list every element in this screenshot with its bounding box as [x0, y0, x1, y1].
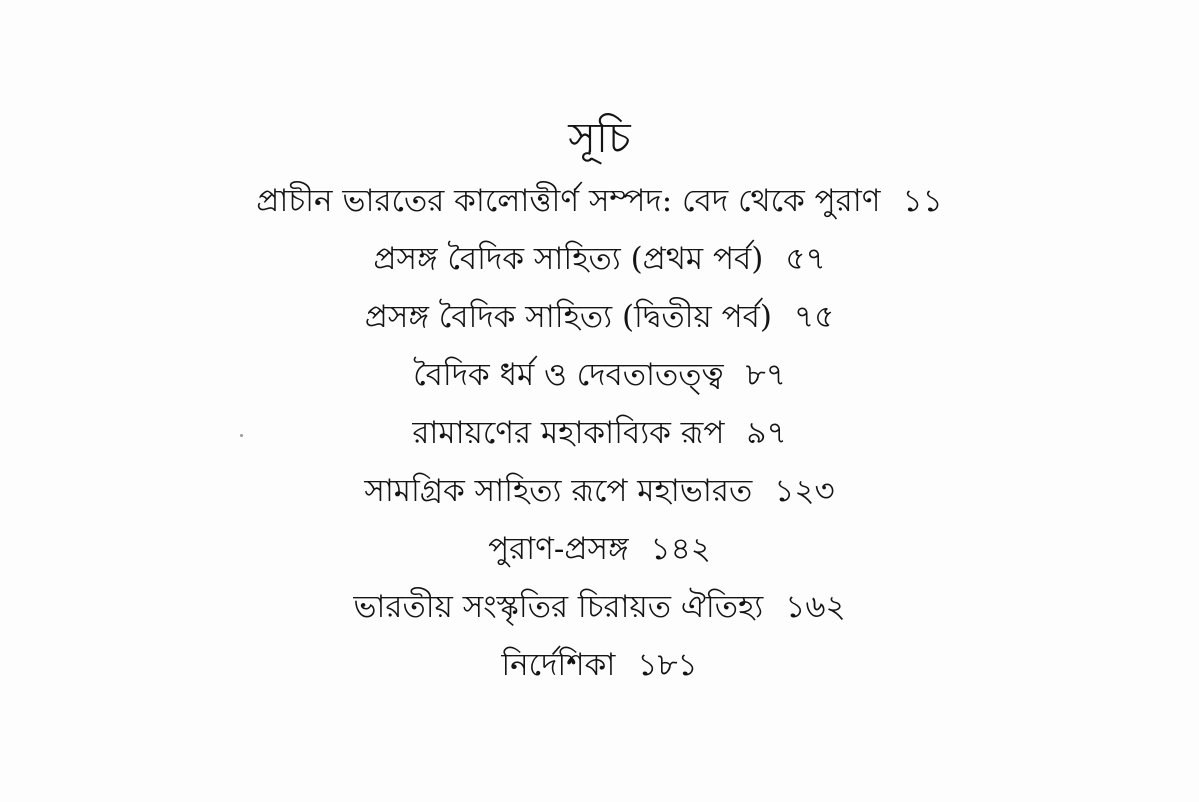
entry-title: বৈদিক ধর্ম ও দেবতাতত্ত্ব [413, 357, 724, 393]
entry-page-number: ১২৩ [774, 473, 835, 509]
entry-page-number: ৯৭ [746, 415, 787, 451]
entry-page-number: ১৬২ [785, 589, 846, 625]
entry-page-number: ৭৫ [793, 299, 835, 335]
toc-entry [0, 230, 1199, 288]
entry-title: নির্দেশিকা [501, 647, 616, 683]
toc-entry [0, 462, 1199, 520]
toc-entry [0, 288, 1199, 346]
entry-title: ভারতীয় সংস্কৃতির চিরায়ত ঐতিহ্য [353, 589, 764, 625]
table-of-contents [0, 172, 1199, 694]
toc-entry [0, 520, 1199, 578]
entry-title: সামগ্রিক সাহিত্য রূপে মহাভারত [364, 473, 753, 509]
paper-speck [240, 434, 243, 437]
toc-entry [0, 404, 1199, 462]
entry-page-number: ১১ [902, 183, 943, 219]
entry-page-number: ৮৭ [745, 357, 786, 393]
toc-entry [0, 636, 1199, 694]
entry-page-number: ১৮১ [637, 647, 698, 683]
entry-title: রামায়ণের মহাকাব্যিক রূপ [412, 415, 725, 451]
entry-title: প্রসঙ্গ বৈদিক সাহিত্য (প্রথম পর্ব) [373, 241, 764, 277]
entry-title: প্রসঙ্গ বৈদিক সাহিত্য (দ্বিতীয় পর্ব) [364, 299, 772, 335]
toc-entry [0, 578, 1199, 636]
entry-title: প্রাচীন ভারতের কালোত্তীর্ণ সম্পদ: বেদ থেকে পুরাণ [256, 183, 881, 219]
contents-heading: সূচি [568, 113, 631, 163]
toc-entry [0, 346, 1199, 404]
toc-entry [0, 172, 1199, 230]
entry-title: পুরাণ-প্রসঙ্গ [488, 531, 629, 567]
entry-page-number: ১৪২ [650, 531, 711, 567]
entry-page-number: ৫৭ [785, 241, 826, 277]
